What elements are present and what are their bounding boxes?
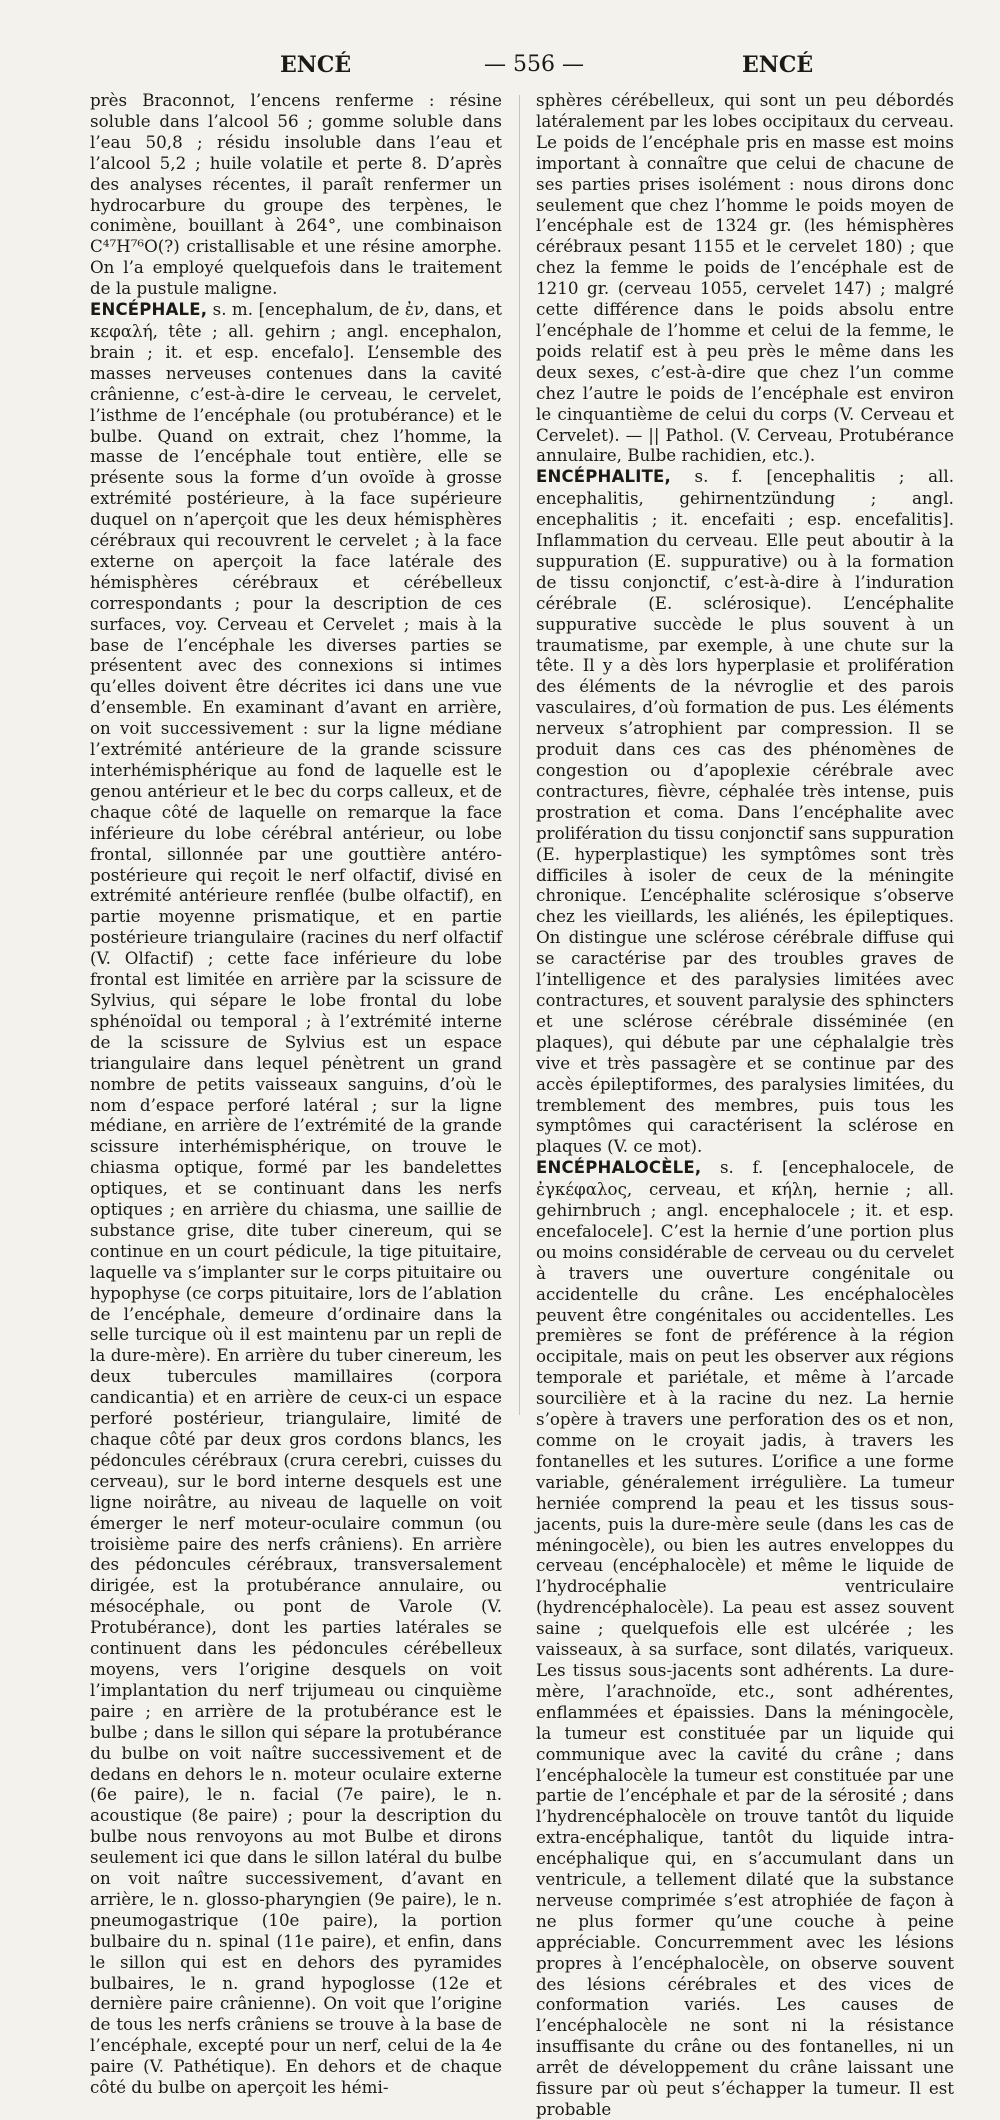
entry-encephale — [90, 299, 502, 2098]
running-header — [0, 52, 1000, 92]
entry-encephale-text: s. m. [encephalum, de ἐν, dans, et κεφαλή, tête ; all. gehirn ; angl. encephalon, brain ; it. et esp. encefalo]. L’ensemble des masses nerveuses contenues dans la cavité crânienne, c’est-à-dire le cerveau, le cervelet, l’isthme de l’encéphale (ou protubérance) et le bulbe. Quand on extrait, chez l’homme, la masse de l’encéphale tout entière, elle se présente sous la forme d’un ovoïde à grosse extrémité postérieure, à la face supérieure duquel on n’aperçoit que les deux hémisphères cérébraux qui recouvrent le cervelet ; à la face externe on aperçoit la face latérale des hémisphères cérébraux et cérébelleux correspondants ; pour la description de ces surfaces, voy. Cerveau et Cervelet ; mais à la base de l’encéphale les diverses parties se présentent avec des connexions si intimes qu’elles doivent être décrites ici dans une vue d’ensemble. En examinant d’avant en arrière, on voit successivement : sur la ligne médiane l’extrémité antérieure de la grande scissure interhémisphérique au fond de laquelle est le genou antérieur et le bec du corps calleux, et de chaque côté de laquelle on remarque la face inférieure du lobe cérébral antérieur, ou lobe frontal, sillonnée par une gouttière antéro-postérieure qui reçoit le nerf olfactif, divisé en extrémité antérieure renflée (bulbe olfactif), en partie moyenne prismatique, et en partie postérieure triangulaire (racines du nerf olfactif (V. Olfactif) ; cette face inférieure du lobe frontal est limitée en arrière par la scissure de Sylvius, qui sépare le lobe frontal du lobe sphénoïdal ou temporal ; à l’extrémité interne de la scissure de Sylvius est un espace triangulaire dans lequel pénètrent un grand nombre de petits vaisseaux sanguins, d’où le nom d’espace perforé latéral ; sur la ligne médiane, en arrière de l’extrémité de la grande scissure interhémisphérique, on trouve le chiasma optique, formé par les bandelettes optiques, et se continuant dans les nerfs optiques ; en arrière du chiasma, une saillie de substance grise, dite tuber cinereum, qui se continue en un court pédicule, la tige pituitaire, laquelle va s’implanter sur le corps pituitaire ou hypophyse (ce corps pituitaire, lors de l’ablation de l’encéphale, demeure d’ordinaire dans la selle turcique où il est maintenu par un repli de la dure-mère). En arrière du tuber cinereum, les deux tubercules mamillaires (corpora candicantia) et en arrière de ceux-ci un espace perforé postérieur, triangulaire, limité de chaque côté par deux gros cordons blancs, les pédoncules cérébraux (crura cerebri, cuisses du cerveau), sur le bord interne desquels est une ligne noirâtre, au niveau de laquelle on voit émerger le nerf moteur-oculaire commun (ou troisième paire des nerfs crâniens). En arrière des pédoncules cérébraux, transversalement dirigée, est la protubérance annulaire, ou mésocéphale, ou pont de Varole (V. Protubérance), dont les parties latérales se continuent dans les pédoncules cérébelleux moyens, vers l’origine desquels on voit l’implantation du nerf trijumeau ou cinquième paire ; en arrière de la protubérance est le bulbe ; dans le sillon qui sépare la protubérance du bulbe on voit naître successivement et de dedans en dehors le n. moteur oculaire externe (6e paire), le n. facial (7e paire), le n. acoustique (8e paire) ; pour la description du bulbe nous renvoyons au mot Bulbe et dirons seulement ici que dans le sillon latéral du bulbe on voit naître successivement, d’avant en arrière, le n. glosso-pharyngien (9e paire), le n. pneumogastrique (10e paire), la portion bulbaire du n. spinal (11e paire), et enfin, dans le sillon qui est en dehors des pyramides bulbaires, le n. grand hypoglosse (12e et dernière paire crânienne). On voit que l’origine de tous les nerfs crâniens se trouve à la base de l’encéphale, excepté pour un nerf, celui de la 4e paire (V. Pathétique). En dehors et de chaque côté du bulbe on aperçoit les hémi- — [90, 299, 502, 2098]
left-column — [90, 90, 502, 2098]
entry-encephalocele — [536, 1157, 954, 2120]
page-number: — 556 — — [484, 52, 584, 77]
entry-encephalocele-text: s. f. [encephalocele, de ἐγκέφαλος, cerveau, et κήλη, hernie ; all. gehirnbruch ; angl. encephalocele ; it. et esp. encefalocele]. C’est la hernie d’une portion plus ou moins considérable de cerveau ou du cervelet à travers une ouverture congénitale ou accidentelle du crâne. Les encéphalocèles peuvent être congénitales ou accidentelles. Les premières se font de préférence à la région occipitale, mais on peut les observer aux régions temporale et pariétale, et même à l’arcade sourcilière et à la racine du nez. La hernie s’opère à travers une perforation des os et non, comme on le croyait jadis, à travers les fontanelles et les sutures. L’orifice a une forme variable, généralement irrégulière. La tumeur herniée comprend la peau et les tissus sous-jacents, puis la dure-mère seule (dans les cas de méningocèle), ou bien les autres enveloppes du cerveau (encéphalocèle) et même le liquide de l’hydrocéphalie ventriculaire (hydrencéphalocèle). La peau est assez souvent saine ; quelquefois elle est ulcérée ; les vaisseaux, à sa surface, sont dilatés, variqueux. Les tissus sous-jacents sont adhérents. La dure-mère, l’arachnoïde, etc., sont adhérentes, enflammées et épaissies. Dans la méningocèle, la tumeur est constituée par un liquide qui communique avec la cavité du crâne ; dans l’encéphalocèle la tumeur est constituée par une partie de l’encéphale et par de la sérosité ; dans l’hydrencéphalocèle on trouve tantôt du liquide extra-encéphalique, tantôt du liquide intra-encéphalique qui, en s’accumulant dans un ventricule, a tellement dilaté que la substance nerveuse comprimée s’est atrophiée de façon à ne plus former qu’une couche à peine appréciable. Concurremment avec les lésions propres à l’encéphalocèle, on observe souvent des lésions cérébrales et des vices de conformation variés. Les causes de l’encéphalocèle ne sont ni la résistance insuffisante du crâne ou des fontanelles, ni un arrêt de développement du crâne laissant une fissure par où peut s’échapper la tumeur. Il est probable — [536, 1157, 954, 2119]
headword-encephalite: ENCÉPHALITE, — [536, 467, 671, 487]
entry-encephalite-text: s. f. [encephalitis ; all. encephalitis, gehirnentzündung ; angl. encephalitis ; it. encefaiti ; esp. encefalitis]. Inflammation du cerveau. Elle peut aboutir à la suppuration (E. suppurative) ou à la formation de tissu conjonctif, c’est-à-dire à l’induration cérébrale (E. sclérosique). L’encéphalite suppurative succède le plus souvent à un traumatisme, par exemple, à une chute sur la tête. Il y a dès lors hyperplasie et prolifération des éléments de la névroglie et des parois vasculaires, d’où formation de pus. Les éléments nerveux s’atrophient par compression. Il se produit dans ces cas des phénomènes de congestion ou d’apoplexie cérébrale avec contractures, fièvre, céphalée très intense, puis prostration et coma. Dans l’encéphalite avec prolifération du tissu conjonctif sans suppuration (E. hyperplastique) les symptômes sont très difficiles à isoler de ceux de la méningite chronique. L’encéphalite sclérosique s’observe chez les vieillards, les aliénés, les épileptiques. On distingue une sclérose cérébrale diffuse qui se caractérise par des troubles graves de l’intelligence et des paralysies limitées avec contractures, et souvent paralysie des sphincters et une sclérose cérébrale disséminée (en plaques), qui débute par une céphalalgie très vive et très passagère et se continue par des accès épileptiformes, des paralysies limitées, du tremblement des membres, puis tous les symptômes qui caractérisent la sclérose en plaques (V. ce mot). — [536, 466, 954, 1157]
header-right-guideword: ENCÉ — [742, 52, 814, 78]
column-divider — [519, 95, 520, 1415]
headword-encephalocele: ENCÉPHALOCÈLE, — [536, 1158, 702, 1178]
continuation-paragraph: près Braconnot, l’encens renferme : résine soluble dans l’alcool 56 ; gomme soluble dans l’eau 50,8 ; résidu insoluble dans l’eau et l’alcool 5,2 ; huile volatile et perte 8. D’après des analyses récentes, il paraît renfermer un hydrocarbure du groupe des terpènes, le conimène, bouillant à 264°, une combinaison C⁴⁷H⁷⁶O(?) cristallisable et une résine amorphe. On l’a employé quelquefois dans le traitement de la pustule maligne. — [90, 90, 502, 299]
continuation-paragraph-right: sphères cérébelleux, qui sont un peu débordés latéralement par les lobes occipitaux du cerveau. Le poids de l’encéphale pris en masse est moins important à connaître que celui de chacune de ses parties prises isolément : nous dirons donc seulement que chez l’homme le poids moyen de l’encéphale est de 1324 gr. (les hémisphères cérébraux pesant 1155 et le cervelet 180) ; que chez la femme le poids de l’encéphale est de 1210 gr. (cerveau 1055, cervelet 147) ; malgré cette différence dans le poids absolu entre l’encéphale de l’homme et celui de la femme, le poids relatif est à peu près le même dans les deux sexes, c’est-à-dire que chez l’un comme chez l’autre le poids de l’encéphale est environ le cinquantième de celui du corps (V. Cerveau et Cervelet). — || Pathol. (V. Cerveau, Protubérance annulaire, Bulbe rachidien, etc.). — [536, 90, 954, 466]
right-column — [536, 90, 954, 2120]
header-left-guideword: ENCÉ — [280, 52, 352, 78]
entry-encephalite — [536, 466, 954, 1157]
headword-encephale: ENCÉPHALE, — [90, 300, 208, 320]
